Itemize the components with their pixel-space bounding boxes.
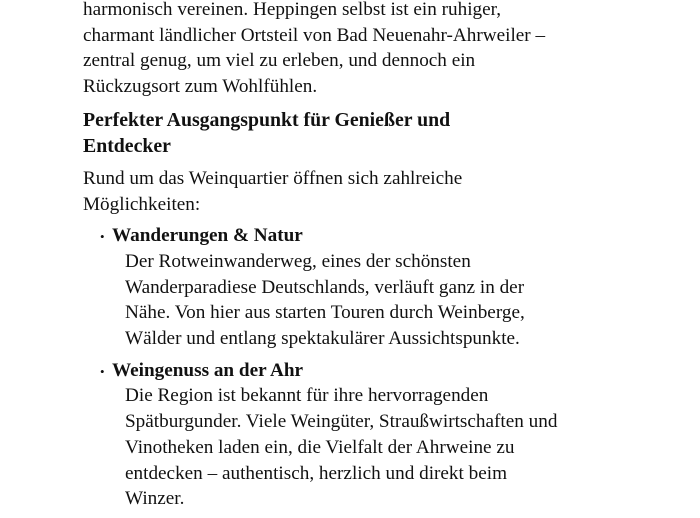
section-heading [83,107,623,160]
feature-list [83,223,623,512]
bullet-icon: • [100,229,105,245]
list-item-line: entdecken – authentisch, herzlich und direkt beim [125,462,508,484]
list-item-title: Weingenuss an der Ahr [112,359,304,381]
list-item-line: Winzer. [125,488,185,510]
list-item-line: Nähe. Von hier aus starten Touren durch Weinberge, [125,302,525,324]
list-item-weingenuss [83,358,623,512]
list-item-line: Vinotheken laden ein, die Vielfalt der Ahrweine zu [125,436,515,458]
list-item-line: Wanderparadiese Deutschlands, verläuft ganz in der [125,276,525,298]
lead-line: Möglichkeiten: [83,193,201,215]
intro-line: harmonisch vereinen. Heppingen selbst ist ein ruhiger, [83,0,502,20]
list-item-line: Die Region ist bekannt für ihre hervorragenden [125,385,489,407]
list-item-line: Wälder und entlang spektakulärer Aussichtspunkte. [125,328,520,350]
intro-line: zentral genug, um viel zu erleben, und dennoch ein [83,50,476,72]
intro-line: charmant ländlicher Ortsteil von Bad Neuenahr-Ahrweiler – [83,24,546,46]
list-item-title: Wanderungen & Natur [112,225,303,247]
list-item-line: Spätburgunder. Viele Weingüter, Straußwirtschaften und [125,411,558,433]
lead-paragraph [83,166,623,217]
intro-line: Rückzugsort zum Wohlfühlen. [83,76,318,98]
intro-paragraph [83,0,623,100]
list-item-wanderungen [83,223,623,352]
list-item-line: Der Rotweinwanderweg, eines der schönsten [125,250,471,272]
list-item-body [112,383,623,512]
section-heading-line: Perfekter Ausgangspunkt für Genießer und [83,108,451,131]
bullet-icon: • [100,363,105,379]
lead-line: Rund um das Weinquartier öffnen sich zahlreiche [83,167,463,189]
document-page [83,0,623,518]
list-item-body [112,249,623,352]
section-heading-line: Entdecker [83,135,171,158]
